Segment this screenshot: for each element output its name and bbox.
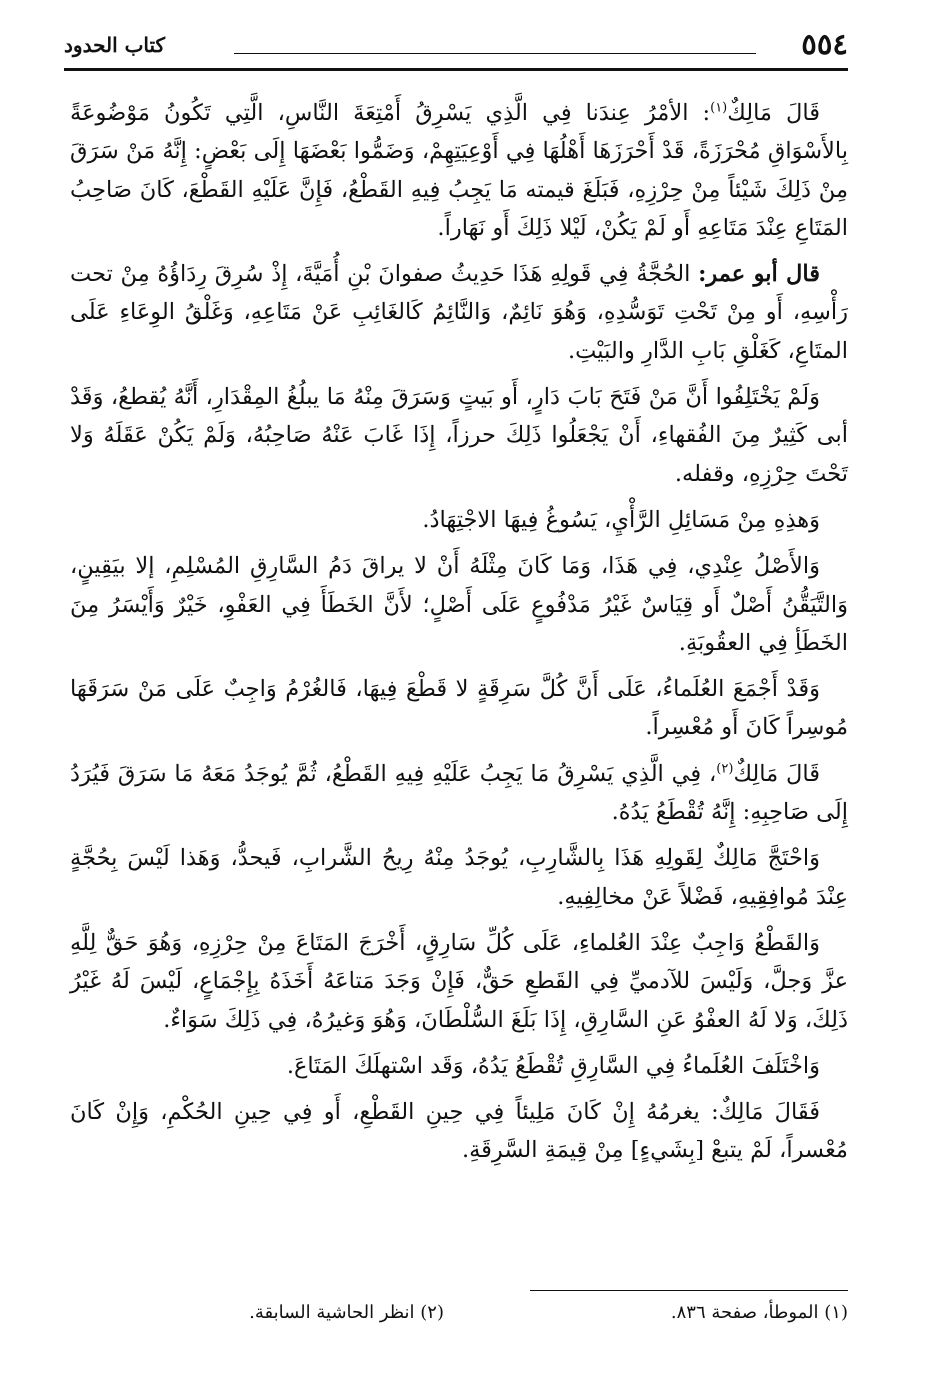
paragraph-text: قَالَ مَالِكٌ bbox=[733, 760, 820, 787]
paragraph-text: وَلَمْ يَخْتَلِفُوا أَنَّ مَنْ فَتَحَ بَابَ دَارٍ، أَو بَيتٍ وَسَرَقَ مِنْهُ مَا يبلُغُ المِقْدَارِ، أَنَّهُ يُقطعُ، وَقَدْ أبى كَثِيرٌ مِنَ الفُقهاءِ، أَنْ يَجْعَلُوا ذَلِكَ حرزاً، إِذَا غَابَ عَنْهُ صَاحِبُهُ، وَلَمْ يَكُنْ عَقَلَهُ وَلا تَحْتَ حِرْزِهِ، وقفله. bbox=[70, 384, 848, 487]
footnote-2: (٢) انظر الحاشية السابقة. bbox=[249, 1302, 444, 1323]
paragraph-2 bbox=[70, 255, 848, 370]
page-number: ٥٥٤ bbox=[801, 27, 848, 61]
footnote-1: (١) الموطأ، صفحة ٨٣٦. bbox=[670, 1302, 848, 1323]
speaker-label: قال أبو عمر: bbox=[698, 261, 820, 288]
main-text bbox=[70, 94, 848, 1178]
book-title: كتاب الحدود bbox=[64, 33, 166, 57]
paragraph-11 bbox=[70, 1093, 848, 1170]
paragraph-text: وَاخْتَلَفَ العُلَماءُ فِي السَّارِقِ تُقْطَعُ يَدُهُ، وَقَد اسْتهلَكَ المَتَاعَ. bbox=[286, 1052, 820, 1079]
paragraph-3 bbox=[70, 378, 848, 493]
paragraph-text: وَاحْتَجَّ مَالِكٌ لِقَولِهِ هَذَا بِالشَّارِبِ، يُوجَدُ مِنْهُ رِيحُ الشَّرابِ، فَيحدُّ، وَهَذا لَيْسَ بِحُجَّةٍ عِنْدَ مُوافِقِيهِ، فَضْلاً عَنْ مخالِفِيهِ. bbox=[70, 845, 848, 910]
paragraph-4 bbox=[70, 501, 848, 539]
paragraph-text: وَهذِهِ مِنْ مَسَائِلِ الرَّأْيِ، يَسُوغُ فِيهَا الاجْتِهَادُ. bbox=[422, 506, 820, 533]
paragraph-text: الحُجَّةُ فِي قَولِهِ هَذَا حَدِيثُ صفوانَ بْنِ أُمَيَّةَ، إِذْ سُرِقَ رِدَاؤُهُ مِنْ تحت رَأْسِهِ، أَو مِنْ تَحْتِ تَوَسُّدِهِ، وَهُوَ نَائِمٌ، وَالنَّائِمُ كَالغَائِبِ عَنْ مَتَاعِهِ، وَغَلْقُ الوِعَاءِ عَلَى المتَاعِ، كَغَلْقِ بَابِ الدَّارِ والبَيْتِ. bbox=[70, 261, 848, 364]
running-header bbox=[64, 26, 848, 62]
paragraph-text: قَالَ مَالِكٌ bbox=[727, 100, 821, 126]
paragraph-1 bbox=[70, 94, 848, 247]
paragraph-text: وَقَدْ أَجْمَعَ العُلَماءُ، عَلَى أَنَّ كُلَّ سَرِقَةٍ لا قَطْعَ فِيهَا، فَالغُرْمُ وَاجِبٌ عَلَى مَنْ سَرَقَهَا مُوسِراً كَانَ أَو مُعْسِراً. bbox=[70, 676, 848, 741]
paragraph-8 bbox=[70, 839, 848, 916]
paragraph-9 bbox=[70, 924, 848, 1039]
header-divider bbox=[64, 68, 848, 71]
paragraph-10 bbox=[70, 1047, 848, 1085]
paragraph-text: وَالقَطْعُ وَاجِبٌ عِنْدَ العُلماءِ، عَلَى كُلِّ سَارِقٍ، أَخْرَجَ المَتَاعَ مِنْ حِرْزِهِ، وَهُوَ حَقٌّ لِلَّهِ عزَّ وَجلَّ، وَلَيْسَ للآدميِّ فِي القَطعِ حَقٌّ، فَإِنْ وَجَدَ مَتاعَهُ أَخَذَهُ بِإِجْمَاعٍ، لَيْسَ لَهُ غَيْرُ ذَلِكَ، وَلا لَهُ العفْوُ عَنِ السَّارِقِ، إِذَا بَلَغَ السُّلْطَانَ، وَهُوَ وَغيرُهُ، فِي ذَلِكَ سَوَاءٌ. bbox=[70, 929, 848, 1033]
footnote-marker: (٢) bbox=[716, 761, 734, 777]
footnote-divider bbox=[530, 1290, 848, 1291]
footnote-marker: (١) bbox=[710, 100, 728, 116]
header-rule bbox=[234, 53, 756, 54]
paragraph-text: : الأمْرُ عِندَنا فِي الَّذِي يَسْرِقُ أَمْتِعَةَ النَّاسِ، الَّتِي تَكُونُ مَوْضُوعَةً بِالأَسْوَاقِ مُحْرَزَةً، قَدْ أَحْرَزَهَا أَهْلُهَا فِي أَوْعِيَتِهِمْ، وَضَمُّوا بَعْضَهَا إِلَى بَعْضٍ: إِنَّهُ مَنْ سَرَقَ مِنْ ذَلِكَ شَيْئاً مِنْ حِرْزِهِ، فَبَلَغَ قيمته مَا يَجِبُ فِيهِ القَطْعُ، فَإِنَّ عَلَيْهِ القَطْعَ، كَانَ صَاحِبُ المَتَاعِ عِنْدَ مَتَاعِهِ أَو لَمْ يَكُنْ، لَيْلا ذَلِكَ أَو نَهَاراً. bbox=[70, 100, 848, 241]
paragraph-text: ، فِي الَّذِي يَسْرِقُ مَا يَجِبُ عَلَيْهِ فِيهِ القَطْعُ، ثُمَّ يُوجَدُ مَعَهُ مَا سَرَقَ فَيُرَدُ إِلَى صَاحِبِهِ: إِنَّهُ تُقْطَعُ يَدُهُ. bbox=[70, 760, 848, 826]
paragraph-7 bbox=[70, 755, 848, 832]
paragraph-text: وَالأَصْلُ عِنْدِي، فِي هَذَا، وَمَا كَانَ مِثْلَهُ أَنْ لا يراقَ دَمُ السَّارِقِ المُسْلِمِ، إلا بيَقِينٍ، وَالتَّيَقُّنُ أَصْلٌ أَو قِيَاسٌ غَيْرُ مَدْفُوعٍ عَلَى أَصْلٍ؛ لأَنَّ الخَطَأَ فِي العَفْوِ، خَيْرٌ وَأَيْسَرُ مِنَ الخَطَأِ فِي العقُوبَةِ. bbox=[70, 553, 848, 656]
paragraph-5 bbox=[70, 547, 848, 662]
paragraph-6 bbox=[70, 670, 848, 747]
paragraph-text: فَقَالَ مَالِكٌ: يغرمُهُ إِنْ كَانَ مَلِيئاً فِي حِينِ القَطْعِ، أَو فِي حِينِ الحُكْمِ، وَإِنْ كَانَ مُعْسراً، لَمْ يتبعْ [بِشَيءٍ] مِنْ قِيمَةِ السَّرِقَةِ. bbox=[70, 1099, 848, 1164]
